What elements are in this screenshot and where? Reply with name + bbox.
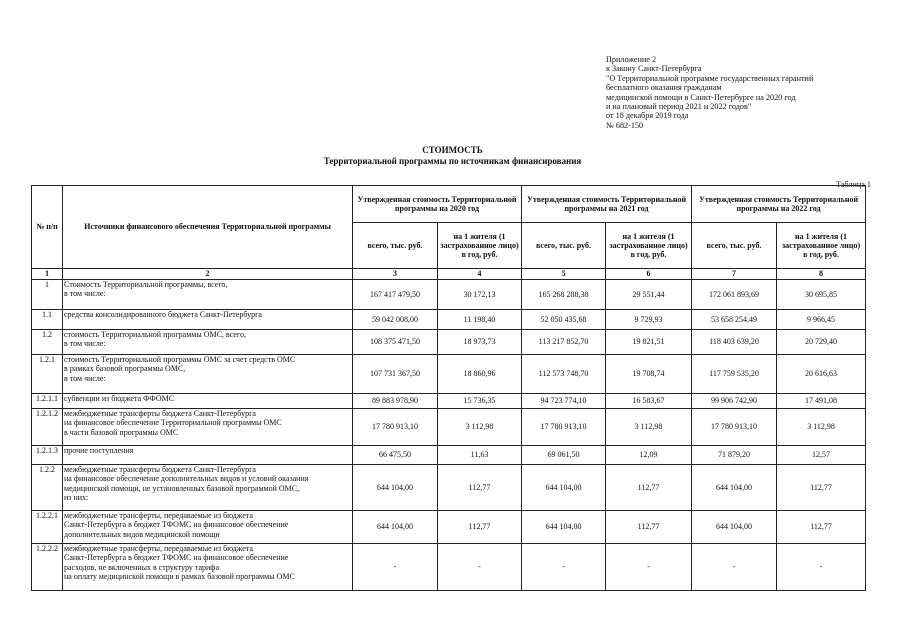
cell-total-2020: 17 780 913,10 <box>353 409 438 446</box>
row-source-name: субвенции из бюджета ФФОМС <box>63 394 353 409</box>
table-row <box>32 511 866 544</box>
row-code: 1.2.2.1 <box>32 511 63 544</box>
header-per-capita: на 1 жителя (1 застрахованное лицо) в год, руб. <box>777 223 866 269</box>
appendix-line: бесплатного оказания гражданам <box>606 83 722 93</box>
header-per-capita: на 1 жителя (1 застрахованное лицо) в год, руб. <box>606 223 692 269</box>
header-source: Источники финансового обеспечения Территориальной программы <box>63 186 353 269</box>
cell-per-capita-2021: 16 583,67 <box>606 394 692 409</box>
header-per-capita: на 1 жителя (1 застрахованное лицо) в год, руб. <box>438 223 522 269</box>
column-index: 7 <box>692 269 777 280</box>
appendix-line: медицинской помощи в Санкт-Петербурге на 2020 год <box>606 92 796 102</box>
document-title <box>0 145 905 166</box>
cell-total-2021: 52 050 435,68 <box>522 310 606 330</box>
row-source-name: межбюджетные трансферты бюджета Санкт-Петербурга на финансовое обеспечение Территориальной программы ОМС в части базовой программы ОМС <box>63 409 353 446</box>
table-row <box>32 465 866 511</box>
cell-per-capita-2022: 112,77 <box>777 465 866 511</box>
cell-per-capita-2022: 20 616,63 <box>777 355 866 394</box>
row-code: 1.2.1.2 <box>32 409 63 446</box>
appendix-block <box>606 55 813 130</box>
cell-per-capita-2021: 112,77 <box>606 511 692 544</box>
row-code: 1.2.2.2 <box>32 544 63 591</box>
cell-per-capita-2020: 3 112,98 <box>438 409 522 446</box>
cell-per-capita-2021: 3 112,98 <box>606 409 692 446</box>
row-source-name: Стоимость Территориальной программы, всего, в том числе: <box>63 280 353 310</box>
appendix-line: к Закону Санкт-Петербурга <box>606 64 702 74</box>
column-index: 6 <box>606 269 692 280</box>
cell-per-capita-2022: 9 966,45 <box>777 310 866 330</box>
header-year-2022: Утвержденная стоимость Территориальной программы на 2022 год <box>692 186 866 223</box>
title-line-1: СТОИМОСТЬ <box>422 145 483 155</box>
table-row <box>32 330 866 355</box>
table-row <box>32 280 866 310</box>
cell-total-2021: 644 104,00 <box>522 465 606 511</box>
cell-per-capita-2021: - <box>606 544 692 591</box>
cell-total-2022: 99 906 742,90 <box>692 394 777 409</box>
cell-total-2020: 644 104,00 <box>353 511 438 544</box>
cell-total-2020: 89 883 978,90 <box>353 394 438 409</box>
cell-total-2022: 71 879,20 <box>692 446 777 465</box>
header-total: всего, тыс. руб. <box>692 223 777 269</box>
cell-total-2022: - <box>692 544 777 591</box>
cell-total-2021: 94 723 774,10 <box>522 394 606 409</box>
table-label: Таблица 1 <box>836 180 872 189</box>
header-num: № п/п <box>32 186 63 269</box>
financing-table <box>31 185 866 591</box>
cell-total-2022: 644 104,00 <box>692 511 777 544</box>
cell-total-2021: 113 217 852,70 <box>522 330 606 355</box>
row-code: 1.2.1 <box>32 355 63 394</box>
row-code: 1 <box>32 280 63 310</box>
row-source-name: стоимость Территориальной программы ОМС за счет средств ОМС в рамках базовой программы ОМС, в том числе: <box>63 355 353 394</box>
cell-per-capita-2021: 9 729,93 <box>606 310 692 330</box>
cell-per-capita-2021: 29 551,44 <box>606 280 692 310</box>
column-index: 8 <box>777 269 866 280</box>
cell-total-2021: 644 104,00 <box>522 511 606 544</box>
cell-total-2022: 53 658 254,49 <box>692 310 777 330</box>
title-line-2: Территориальной программы по источникам финансирования <box>323 155 582 166</box>
cell-per-capita-2020: - <box>438 544 522 591</box>
table-row <box>32 310 866 330</box>
cell-per-capita-2022: 17 491,08 <box>777 394 866 409</box>
cell-total-2021: 165 268 288,38 <box>522 280 606 310</box>
row-code: 1.2 <box>32 330 63 355</box>
column-index: 3 <box>353 269 438 280</box>
appendix-line: и на плановый период 2021 и 2022 годов" <box>606 102 752 112</box>
cell-total-2020: 644 104,00 <box>353 465 438 511</box>
cell-per-capita-2022: 20 729,40 <box>777 330 866 355</box>
row-source-name: стоимость Территориальной программы ОМС, всего, в том числе: <box>63 330 353 355</box>
cell-total-2021: 112 573 748,70 <box>522 355 606 394</box>
cell-per-capita-2022: 12,57 <box>777 446 866 465</box>
cell-total-2020: 108 375 471,50 <box>353 330 438 355</box>
appendix-line: "О Территориальной программе государственных гарантий <box>606 73 814 83</box>
cell-per-capita-2020: 11,63 <box>438 446 522 465</box>
cell-per-capita-2020: 112,77 <box>438 511 522 544</box>
cell-total-2021: 69 061,50 <box>522 446 606 465</box>
row-source-name: межбюджетные трансферты, передаваемые из бюджета Санкт-Петербурга в бюджет ТФОМС на финансовое обеспечение расходов, не включенных в структуру тарифа на оплату медицинской помощи в рамках базовой программы ОМС <box>63 544 353 591</box>
cell-per-capita-2022: 30 695,85 <box>777 280 866 310</box>
cell-total-2020: - <box>353 544 438 591</box>
table-row <box>32 544 866 591</box>
table-row <box>32 446 866 465</box>
table-row <box>32 394 866 409</box>
cell-total-2022: 17 780 913,10 <box>692 409 777 446</box>
cell-per-capita-2022: 112,77 <box>777 511 866 544</box>
cell-total-2022: 644 104,00 <box>692 465 777 511</box>
cell-per-capita-2021: 112,77 <box>606 465 692 511</box>
row-code: 1.1 <box>32 310 63 330</box>
appendix-line: от 18 декабря 2019 года <box>606 111 689 121</box>
cell-total-2022: 118 403 639,20 <box>692 330 777 355</box>
column-index: 2 <box>63 269 353 280</box>
cell-per-capita-2021: 19 821,51 <box>606 330 692 355</box>
header-total: всего, тыс. руб. <box>353 223 438 269</box>
appendix-line: Приложение 2 <box>606 55 657 64</box>
cell-per-capita-2021: 12,09 <box>606 446 692 465</box>
cell-per-capita-2020: 112,77 <box>438 465 522 511</box>
column-index: 5 <box>522 269 606 280</box>
header-year-2020: Утвержденная стоимость Территориальной программы на 2020 год <box>353 186 522 223</box>
row-source-name: межбюджетные трансферты, передаваемые из бюджета Санкт-Петербурга в бюджет ТФОМС на финансовое обеспечение дополнительных видов медицинской помощи <box>63 511 353 544</box>
cell-total-2020: 167 417 479,50 <box>353 280 438 310</box>
cell-total-2022: 172 061 893,69 <box>692 280 777 310</box>
cell-per-capita-2021: 19 708,74 <box>606 355 692 394</box>
cell-total-2022: 117 759 535,20 <box>692 355 777 394</box>
row-source-name: прочие поступления <box>63 446 353 465</box>
cell-per-capita-2020: 11 198,40 <box>438 310 522 330</box>
cell-per-capita-2020: 30 172,13 <box>438 280 522 310</box>
column-index: 4 <box>438 269 522 280</box>
row-code: 1.2.2 <box>32 465 63 511</box>
table-row <box>32 355 866 394</box>
row-source-name: средства консолидированного бюджета Санкт-Петербурга <box>63 310 353 330</box>
cell-per-capita-2022: 3 112,98 <box>777 409 866 446</box>
row-code: 1.2.1.3 <box>32 446 63 465</box>
row-source-name: межбюджетные трансферты бюджета Санкт-Петербурга на финансовое обеспечение дополнительных видов и условий оказания медицинской помощи, не установленных базовой программой ОМС, из них: <box>63 465 353 511</box>
cell-total-2020: 107 731 367,50 <box>353 355 438 394</box>
appendix-line: № 682-150 <box>606 120 644 130</box>
header-total: всего, тыс. руб. <box>522 223 606 269</box>
cell-total-2021: - <box>522 544 606 591</box>
cell-total-2021: 17 780 913,10 <box>522 409 606 446</box>
cell-per-capita-2020: 18 860,96 <box>438 355 522 394</box>
header-year-2021: Утвержденная стоимость Территориальной программы на 2021 год <box>522 186 692 223</box>
cell-total-2020: 59 042 008,00 <box>353 310 438 330</box>
cell-per-capita-2020: 18 973,73 <box>438 330 522 355</box>
column-index: 1 <box>32 269 63 280</box>
row-code: 1.2.1.1 <box>32 394 63 409</box>
cell-total-2020: 66 475,50 <box>353 446 438 465</box>
table-row <box>32 409 866 446</box>
cell-per-capita-2020: 15 736,35 <box>438 394 522 409</box>
table-body <box>32 280 866 591</box>
cell-per-capita-2022: - <box>777 544 866 591</box>
